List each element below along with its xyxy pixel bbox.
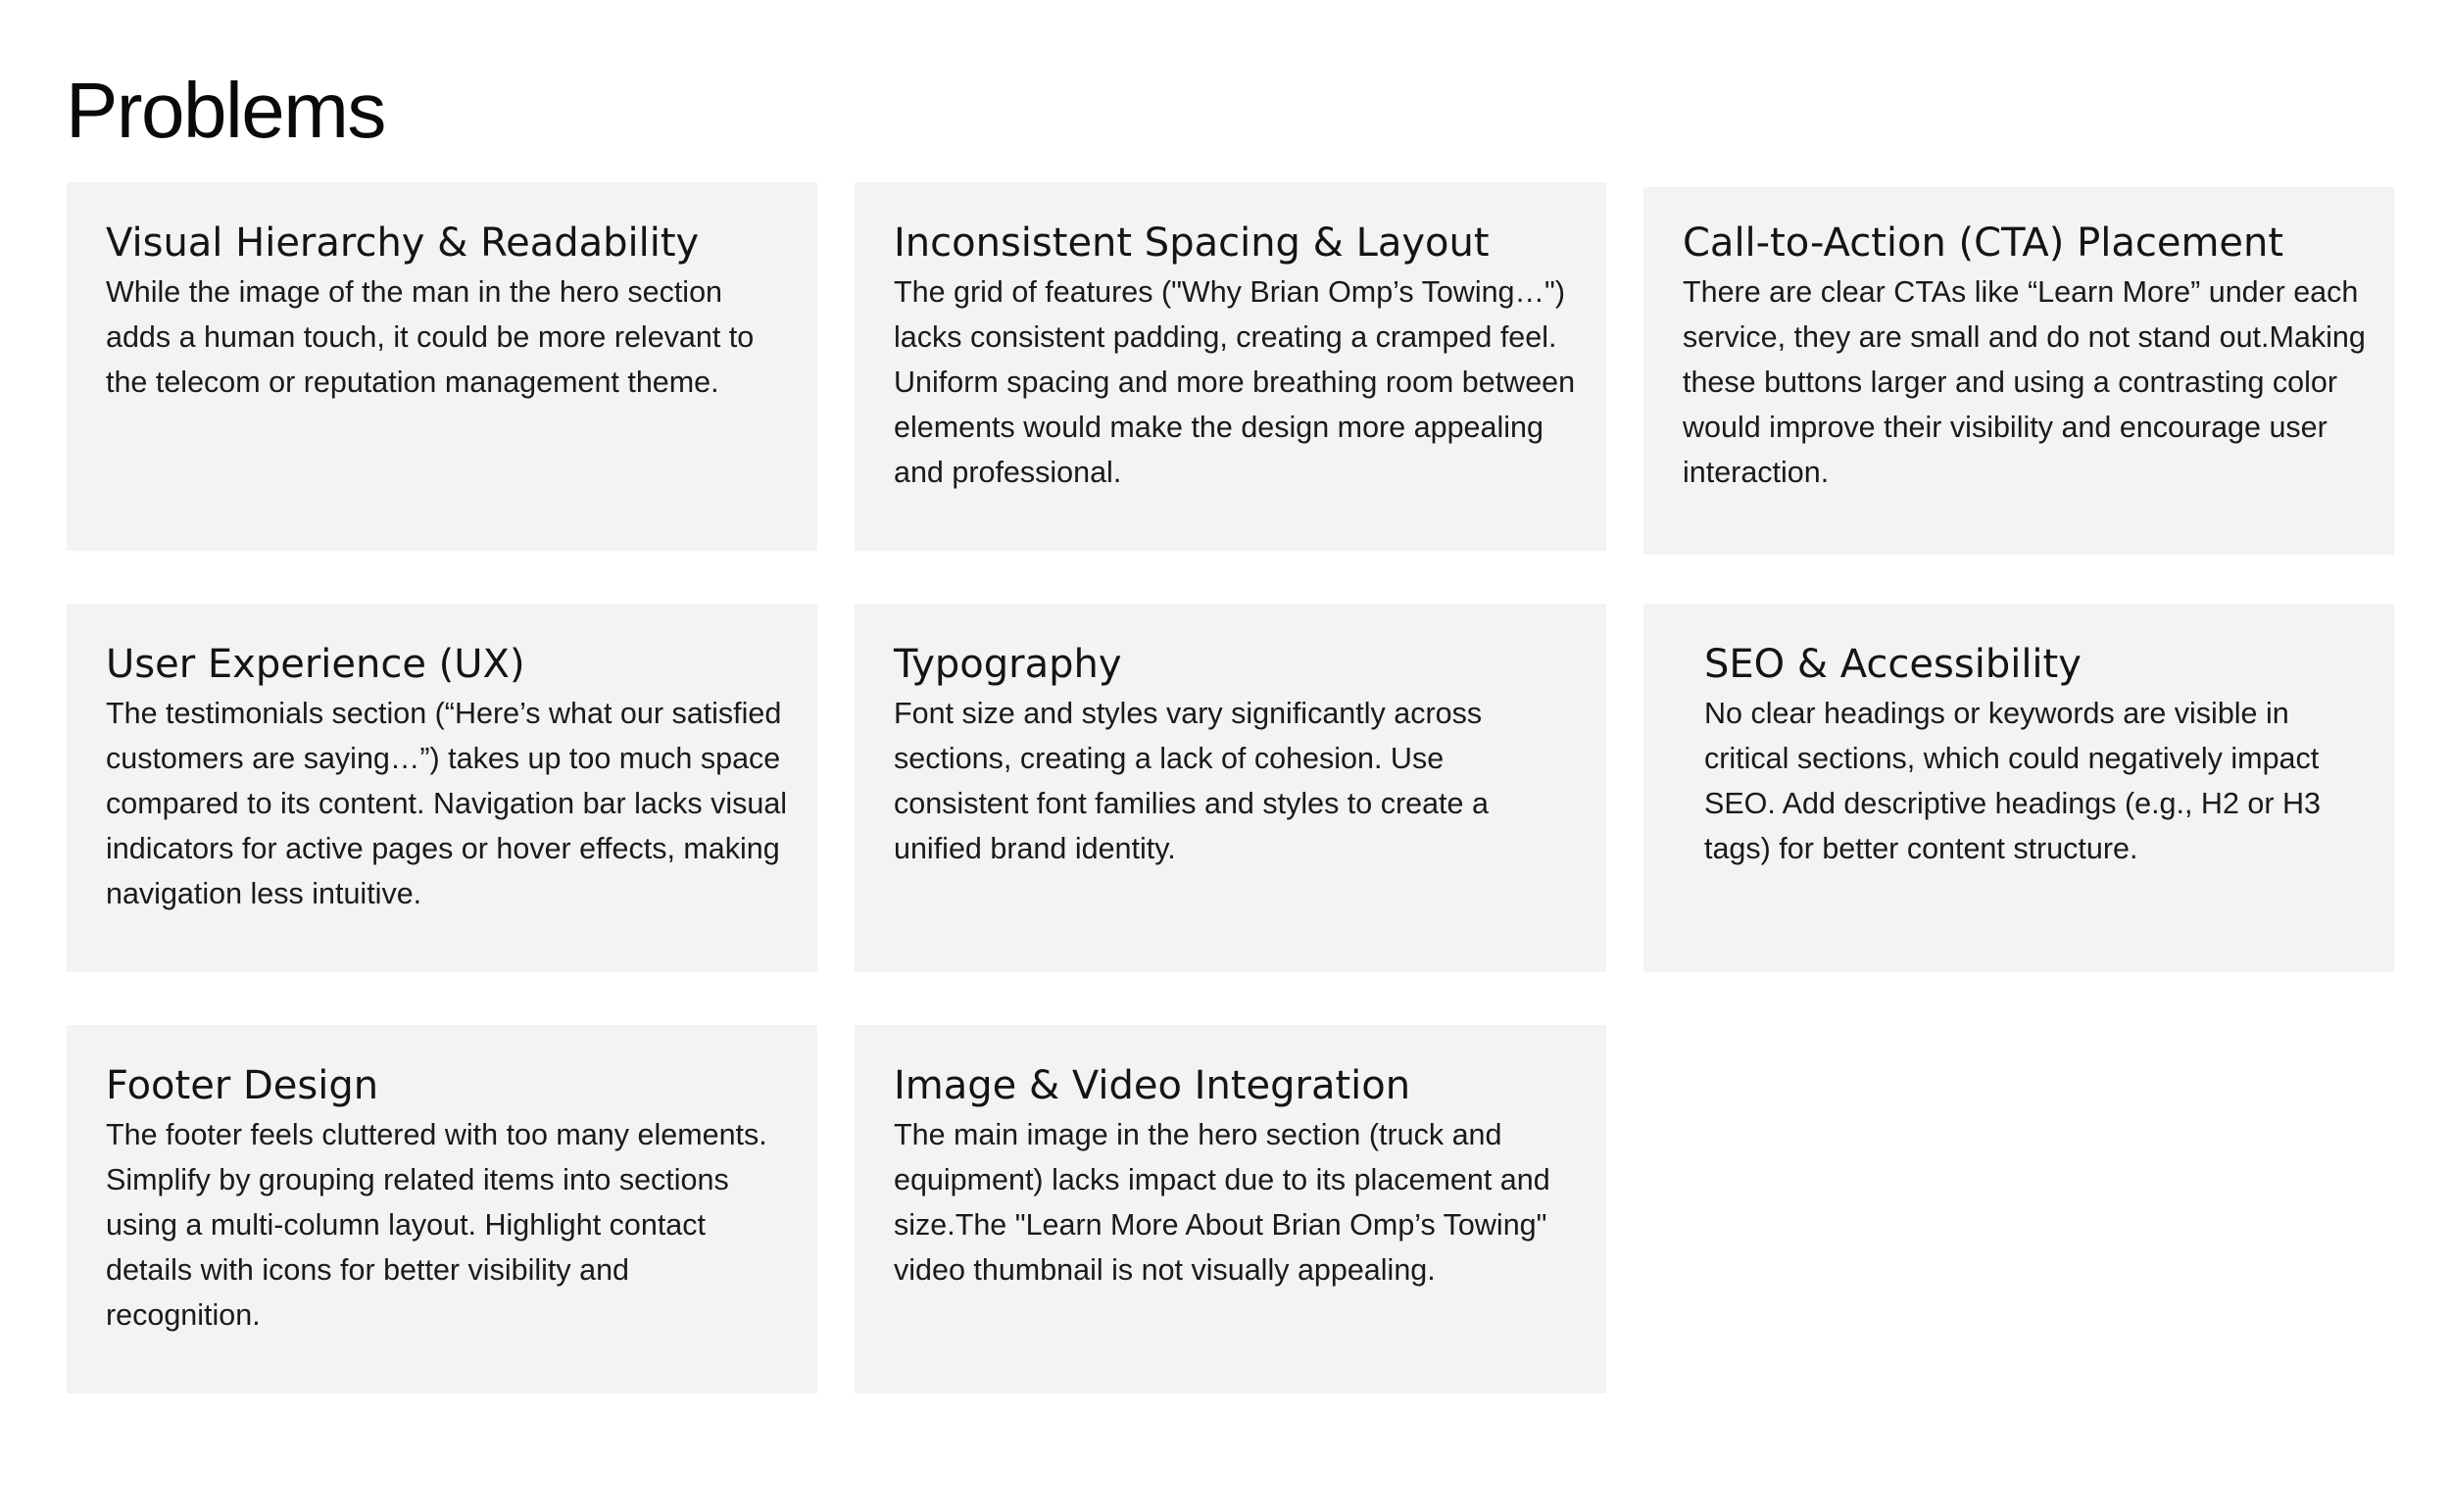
page-title: Problems [66,67,385,154]
card-title: SEO & Accessibility [1704,642,2082,687]
card-title: User Experience (UX) [106,642,525,687]
card-title: Footer Design [106,1063,379,1108]
card-body: The footer feels cluttered with too many elements. Simplify by grouping related items into sections using a multi-column layout. Highlight contact details with icons for better visibility and recognition. [106,1118,767,1332]
problem-card-seo-accessibility [1643,604,2394,972]
card-title: Call-to-Action (CTA) Placement [1683,220,2284,266]
problem-card-image-video [855,1025,1606,1393]
card-body: No clear headings or keywords are visible in critical sections, which could negatively impact SEO. Add descriptive headings (e.g., H2 or H3 tags) for better content structure. [1704,697,2321,865]
card-title: Inconsistent Spacing & Layout [894,220,1490,266]
card-body: There are clear CTAs like “Learn More” under each service, they are small and do not stand out.Making these buttons larger and using a contrasting color would improve their visibility and encourage user interaction. [1683,275,2366,489]
card-body: The grid of features ("Why Brian Omp’s Towing…") lacks consistent padding, creating a cramped feel. Uniform spacing and more breathing room between elements would make the design more appealing and professional. [894,275,1576,489]
problem-card-cta-placement [1643,187,2394,555]
card-body: The testimonials section (“Here’s what our satisfied customers are saying…”) takes up too much space compared to its content. Navigation bar lacks visual indicators for active pages or hover effects, making navigation less intuitive. [106,697,788,910]
problem-card-user-experience [67,604,817,972]
card-body: Font size and styles vary significantly across sections, creating a lack of cohesion. Use consistent font families and styles to create a unified brand identity. [894,697,1489,865]
problem-card-footer-design [67,1025,817,1393]
problem-card-inconsistent-spacing [855,182,1606,551]
card-body: The main image in the hero section (truck and equipment) lacks impact due to its placement and size.The "Learn More About Brian Omp’s Towing" video thumbnail is not visually appealing. [894,1118,1550,1287]
card-title: Visual Hierarchy & Readability [106,220,700,266]
problem-card-visual-hierarchy [67,182,817,551]
card-title: Image & Video Integration [894,1063,1411,1108]
problem-card-typography [855,604,1606,972]
card-title: Typography [894,642,1122,687]
card-body: While the image of the man in the hero section adds a human touch, it could be more relevant to the telecom or reputation management theme. [106,275,755,399]
